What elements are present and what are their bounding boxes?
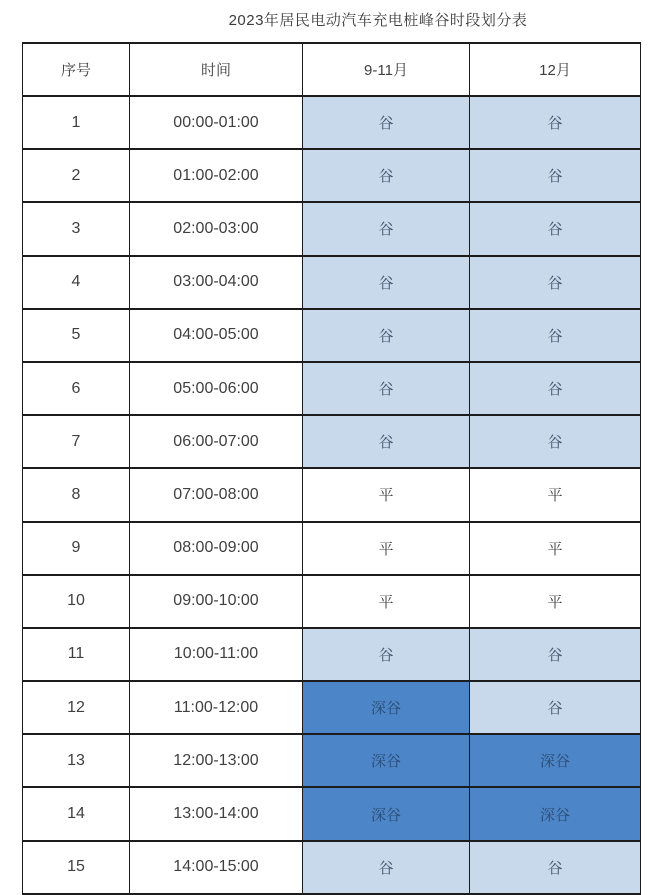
period-cell-sep-nov: 谷 [303, 309, 470, 362]
time-range-cell: 01:00-02:00 [130, 149, 303, 202]
page-title: 2023年居民电动汽车充电桩峰谷时段划分表 [228, 12, 528, 29]
table-row [23, 628, 641, 681]
table-row [23, 202, 641, 255]
time-range-cell: 06:00-07:00 [130, 415, 303, 468]
table-row [23, 734, 641, 787]
period-cell-sep-nov: 谷 [303, 149, 470, 202]
serial-number-cell: 8 [23, 468, 130, 521]
serial-number-cell: 10 [23, 575, 130, 628]
table-row [23, 575, 641, 628]
period-cell-december: 谷 [470, 202, 641, 255]
serial-number-cell: 7 [23, 415, 130, 468]
period-cell-sep-nov: 深谷 [303, 681, 470, 734]
header-december: 12月 [470, 43, 641, 96]
time-range-cell: 10:00-11:00 [130, 628, 303, 681]
table-row [23, 149, 641, 202]
period-cell-december: 谷 [470, 96, 641, 149]
table-row [23, 256, 641, 309]
period-cell-sep-nov: 平 [303, 522, 470, 575]
period-cell-sep-nov: 谷 [303, 256, 470, 309]
time-range-cell: 09:00-10:00 [130, 575, 303, 628]
period-cell-december: 谷 [470, 841, 641, 894]
header-time: 时间 [130, 43, 303, 96]
period-cell-sep-nov: 谷 [303, 415, 470, 468]
period-cell-sep-nov: 谷 [303, 362, 470, 415]
table-row [23, 522, 641, 575]
serial-number-cell: 4 [23, 256, 130, 309]
serial-number-cell: 5 [23, 309, 130, 362]
period-cell-december: 谷 [470, 309, 641, 362]
schedule-table [22, 42, 641, 895]
period-cell-december: 深谷 [470, 734, 641, 787]
period-cell-december: 谷 [470, 362, 641, 415]
table-row [23, 468, 641, 521]
serial-number-cell: 12 [23, 681, 130, 734]
table-header [23, 43, 641, 96]
time-range-cell: 00:00-01:00 [130, 96, 303, 149]
time-range-cell: 07:00-08:00 [130, 468, 303, 521]
period-cell-december: 平 [470, 522, 641, 575]
serial-number-cell: 6 [23, 362, 130, 415]
period-cell-sep-nov: 谷 [303, 628, 470, 681]
time-range-cell: 04:00-05:00 [130, 309, 303, 362]
period-cell-december: 谷 [470, 256, 641, 309]
period-cell-sep-nov: 深谷 [303, 734, 470, 787]
table-row [23, 362, 641, 415]
period-cell-sep-nov: 谷 [303, 841, 470, 894]
table-row [23, 96, 641, 149]
serial-number-cell: 2 [23, 149, 130, 202]
serial-number-cell: 11 [23, 628, 130, 681]
period-cell-december: 平 [470, 468, 641, 521]
period-cell-sep-nov: 深谷 [303, 787, 470, 840]
table-body [23, 96, 641, 894]
serial-number-cell: 1 [23, 96, 130, 149]
period-cell-sep-nov: 平 [303, 468, 470, 521]
table-row [23, 787, 641, 840]
time-range-cell: 08:00-09:00 [130, 522, 303, 575]
period-cell-december: 谷 [470, 681, 641, 734]
time-range-cell: 14:00-15:00 [130, 841, 303, 894]
time-range-cell: 05:00-06:00 [130, 362, 303, 415]
serial-number-cell: 14 [23, 787, 130, 840]
table-row [23, 841, 641, 894]
table-row [23, 681, 641, 734]
time-range-cell: 13:00-14:00 [130, 787, 303, 840]
period-cell-december: 谷 [470, 415, 641, 468]
period-cell-sep-nov: 谷 [303, 202, 470, 255]
time-range-cell: 02:00-03:00 [130, 202, 303, 255]
header-sep-nov: 9-11月 [303, 43, 470, 96]
header-row [23, 43, 641, 96]
period-cell-december: 谷 [470, 149, 641, 202]
table-row [23, 309, 641, 362]
period-cell-december: 深谷 [470, 787, 641, 840]
table-row [23, 415, 641, 468]
serial-number-cell: 9 [23, 522, 130, 575]
peak-valley-table [22, 42, 641, 895]
period-cell-sep-nov: 平 [303, 575, 470, 628]
serial-number-cell: 3 [23, 202, 130, 255]
time-range-cell: 11:00-12:00 [130, 681, 303, 734]
period-cell-december: 平 [470, 575, 641, 628]
time-range-cell: 12:00-13:00 [130, 734, 303, 787]
period-cell-december: 谷 [470, 628, 641, 681]
serial-number-cell: 15 [23, 841, 130, 894]
header-serial-number: 序号 [23, 43, 130, 96]
period-cell-sep-nov: 谷 [303, 96, 470, 149]
time-range-cell: 03:00-04:00 [130, 256, 303, 309]
serial-number-cell: 13 [23, 734, 130, 787]
